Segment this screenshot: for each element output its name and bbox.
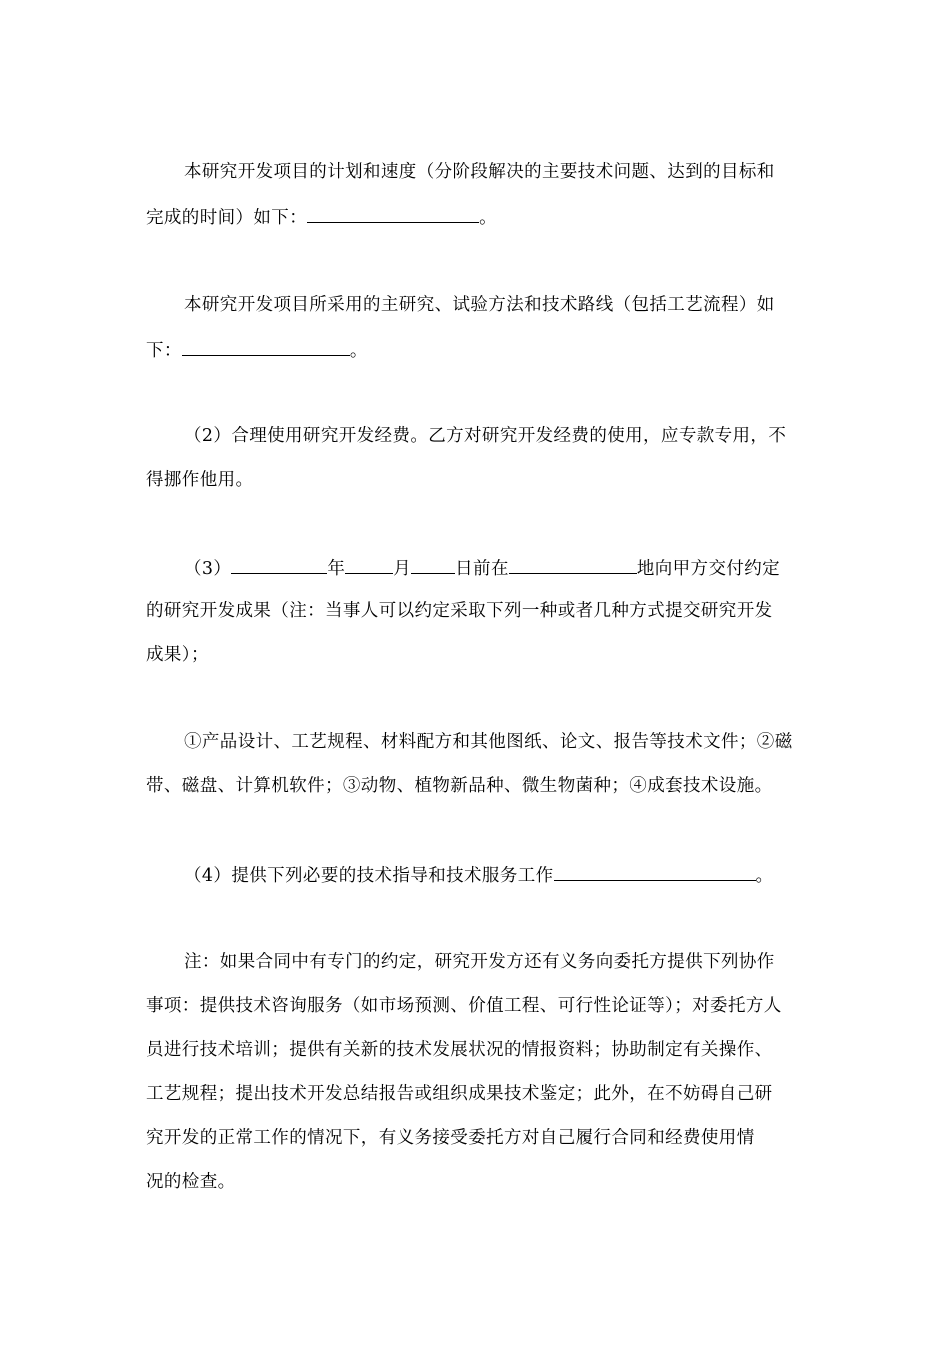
text-segment: 地向甲方交付约定 — [636, 559, 781, 579]
text-segment: 。 — [755, 866, 774, 886]
text-line: 成果）； — [146, 645, 209, 665]
fill-in-blank-month[interactable] — [345, 555, 393, 574]
text-segment: （3） — [184, 559, 232, 579]
text-segment: 完成的时间）如下： — [146, 208, 308, 228]
text-segment: 。 — [349, 341, 368, 361]
fill-in-blank-year[interactable] — [231, 555, 327, 574]
paragraph-note-cooperation — [146, 950, 811, 1214]
text-line: 注：如果合同中有专门的约定，研究开发方还有义务向委托方提供下列协作 — [184, 952, 775, 972]
text-segment: 日前在 — [455, 559, 509, 579]
text-line: 究开发的正常工作的情况下，有义务接受委托方对自己履行合同和经费使用情 — [146, 1128, 755, 1148]
paragraph-technical-guidance — [146, 862, 811, 906]
text-line: （2）合理使用研究开发经费。乙方对研究开发经费的使用，应专款专用，不 — [184, 426, 787, 446]
text-line: 的研究开发成果（注：当事人可以约定采取下列一种或者几种方式提交研究开发 — [146, 601, 773, 621]
text-line: 得挪作他用。 — [146, 470, 254, 490]
text-line — [146, 555, 811, 599]
text-line — [146, 337, 811, 381]
text-line: 事项：提供技术咨询服务（如市场预测、价值工程、可行性论证等）；对委托方人 — [146, 996, 782, 1016]
text-segment: 。 — [479, 208, 498, 228]
paragraph-delivery — [146, 555, 811, 687]
text-line: 本研究开发项目的计划和速度（分阶段解决的主要技术问题、达到的目标和 — [184, 162, 775, 182]
text-segment: 年 — [327, 559, 346, 579]
text-segment: 下： — [146, 341, 182, 361]
fill-in-blank-methods[interactable] — [182, 337, 350, 356]
fill-in-blank-schedule[interactable] — [307, 204, 479, 223]
text-line: 员进行技术培训；提供有关新的技术发展状况的情报资料；协助制定有关操作、 — [146, 1040, 773, 1060]
text-line: 工艺规程；提出技术开发总结报告或组织成果技术鉴定；此外，在不妨碍自己研 — [146, 1084, 773, 1104]
fill-in-blank-guidance[interactable] — [554, 862, 756, 881]
paragraph-funding-use — [146, 424, 811, 512]
fill-in-blank-location[interactable] — [509, 555, 637, 574]
text-line: 本研究开发项目所采用的主研究、试验方法和技术路线（包括工艺流程）如 — [184, 295, 775, 315]
paragraph-deliverable-forms — [146, 730, 811, 818]
fill-in-blank-day[interactable] — [411, 555, 455, 574]
text-line: 带、磁盘、计算机软件；③动物、植物新品种、微生物菌种；④成套技术设施。 — [146, 776, 773, 796]
text-segment: （4）提供下列必要的技术指导和技术服务工作 — [184, 866, 554, 886]
text-line — [146, 862, 811, 906]
paragraph-methods — [146, 293, 811, 381]
text-line: 况的检查。 — [146, 1172, 236, 1192]
text-line: ①产品设计、工艺规程、材料配方和其他图纸、论文、报告等技术文件；②磁 — [184, 732, 793, 752]
text-line — [146, 204, 811, 248]
text-segment: 月 — [393, 559, 412, 579]
paragraph-plan-schedule — [146, 160, 811, 248]
